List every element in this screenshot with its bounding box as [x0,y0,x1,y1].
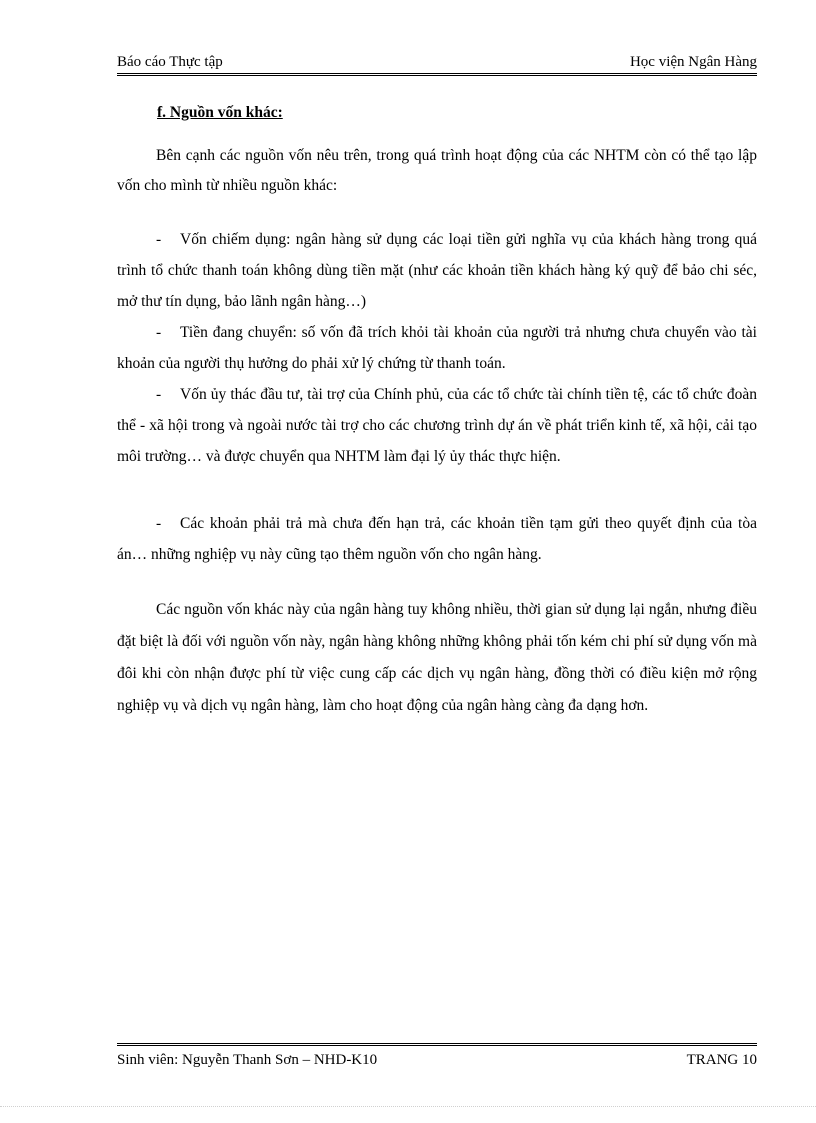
bullet-dash: - [156,231,162,248]
bullet-text: Vốn ủy thác đầu tư, tài trợ của Chính phủ, của các tổ chức tài chính tiền tệ, các tổ chức đoàn thể - xã hội trong và ngoài nước tài trợ cho các chương trình dự án về phát triển kinh tế, xã hội, cải tạo môi trường… và được chuyển qua NHTM làm đại lý ủy thác thực hiện. [117,386,757,465]
bullet-text: Các khoản phải trả mà chưa đến hạn trả, các khoản tiền tạm gửi theo quyết định của tòa án… những nghiệp vụ này cũng tạo thêm nguồn vốn cho ngân hàng. [117,515,757,563]
page-footer [117,1052,757,1074]
bullet-dash: - [156,515,162,532]
header-left-text: Báo cáo Thực tập [117,54,223,70]
bullet-item [117,224,757,317]
bullet-item [117,379,757,472]
bullet-text: Tiền đang chuyển: số vốn đã trích khỏi tài khoản của người trả nhưng chưa chuyển vào tài khoản của người thụ hưởng do phải xử lý chứng từ thanh toán. [117,324,757,372]
section-title: f. Nguồn vốn khác: [157,104,283,121]
footer-divider [117,1043,757,1046]
header-right-text: Học viện Ngân Hàng [629,54,757,70]
bullet-item [117,508,757,570]
page-bottom-border [0,1106,816,1107]
bullet-item [117,317,757,379]
page-number: TRANG 10 [686,1052,757,1068]
intro-paragraph: Bên cạnh các nguồn vốn nêu trên, trong quá trình hoạt động của các NHTM còn có thể tạo lập vốn cho mình từ nhiều nguồn khác: [117,147,757,194]
header-divider [117,73,757,76]
bullet-dash: - [156,324,162,341]
conclusion-paragraph: Các nguồn vốn khác này của ngân hàng tuy không nhiều, thời gian sử dụng lại ngắn, nhưng điều đặt biệt là đối với nguồn vốn này, ngân hàng không những không phải tốn kém chi phí sử dụng vốn mà đôi khi còn nhận được phí từ việc cung cấp các dịch vụ ngân hàng, đồng thời có điều kiện mở rộng nghiệp vụ và dịch vụ ngân hàng, làm cho hoạt động của ngân hàng càng đa dạng hơn. [117,601,757,714]
bullet-dash: - [156,386,162,403]
footer-author: Sinh viên: Nguyễn Thanh Sơn – NHD-K10 [117,1052,378,1068]
bullet-text: Vốn chiếm dụng: ngân hàng sử dụng các loại tiền gửi nghĩa vụ của khách hàng trong quá trình tổ chức thanh toán không dùng tiền mặt (như các khoản tiền khách hàng ký quỹ để bảo chi séc, mở thư tín dụng, bảo lãnh ngân hàng…) [117,231,757,310]
